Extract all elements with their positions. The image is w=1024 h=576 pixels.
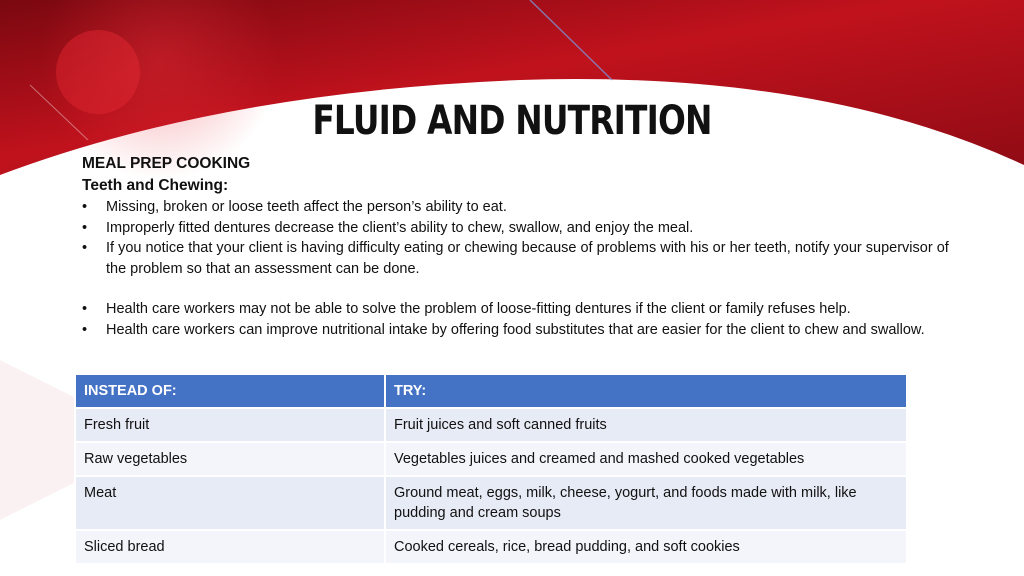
table-row <box>75 442 906 476</box>
table-cell: Fresh fruit <box>75 408 385 442</box>
table-cell: Cooked cereals, rice, bread pudding, and soft cookies <box>385 530 906 563</box>
table-cell: Meat <box>75 476 385 530</box>
table-cell: Raw vegetables <box>75 442 385 476</box>
column-header-instead-of: INSTEAD OF: <box>75 374 385 408</box>
section-subheading: Teeth and Chewing: <box>82 177 229 194</box>
table-row <box>75 408 906 442</box>
table-cell: Vegetables juices and creamed and mashed cooked vegetables <box>385 442 906 476</box>
table-cell: Ground meat, eggs, milk, cheese, yogurt, and foods made with milk, like pudding and cream soups <box>385 476 906 530</box>
bullet-text: If you notice that your client is having difficulty eating or chewing because of problems with his or her teeth, notify your supervisor of the problem so that an assessment can be done. <box>106 240 949 277</box>
bullet-text: Health care workers may not be able to solve the problem of loose-fitting dentures if the client or family refuses help. <box>106 301 851 317</box>
column-header-try: TRY: <box>385 374 906 408</box>
table-header-row <box>75 374 906 408</box>
list-item <box>82 299 952 320</box>
list-item <box>82 197 952 218</box>
slide-title: FLUID AND NUTRITION <box>312 98 712 144</box>
section-heading: MEAL PREP COOKING <box>82 155 251 172</box>
bullet-icon: • <box>82 321 88 338</box>
bullet-icon: • <box>82 199 88 215</box>
bullet-icon: • <box>82 240 88 256</box>
list-item <box>82 238 952 279</box>
table-row <box>75 476 906 530</box>
bullet-icon: • <box>82 301 88 317</box>
table-row <box>75 530 906 563</box>
list-item <box>82 320 952 341</box>
bullet-list-2 <box>82 299 952 340</box>
table-cell: Fruit juices and soft canned fruits <box>385 408 906 442</box>
slide-content <box>82 153 952 340</box>
bullet-list-1 <box>82 197 952 279</box>
table-cell: Sliced bread <box>75 530 385 563</box>
bullet-text: Missing, broken or loose teeth affect the person’s ability to eat. <box>106 199 507 215</box>
list-item <box>82 218 952 239</box>
bullet-text: Health care workers can improve nutritional intake by offering food substitutes that are easier for the client to chew and swallow. <box>106 321 925 338</box>
food-substitutes-table <box>74 373 906 563</box>
bullet-icon: • <box>82 219 88 236</box>
bullet-text: Improperly fitted dentures decrease the client’s ability to chew, swallow, and enjoy the meal. <box>106 219 694 236</box>
